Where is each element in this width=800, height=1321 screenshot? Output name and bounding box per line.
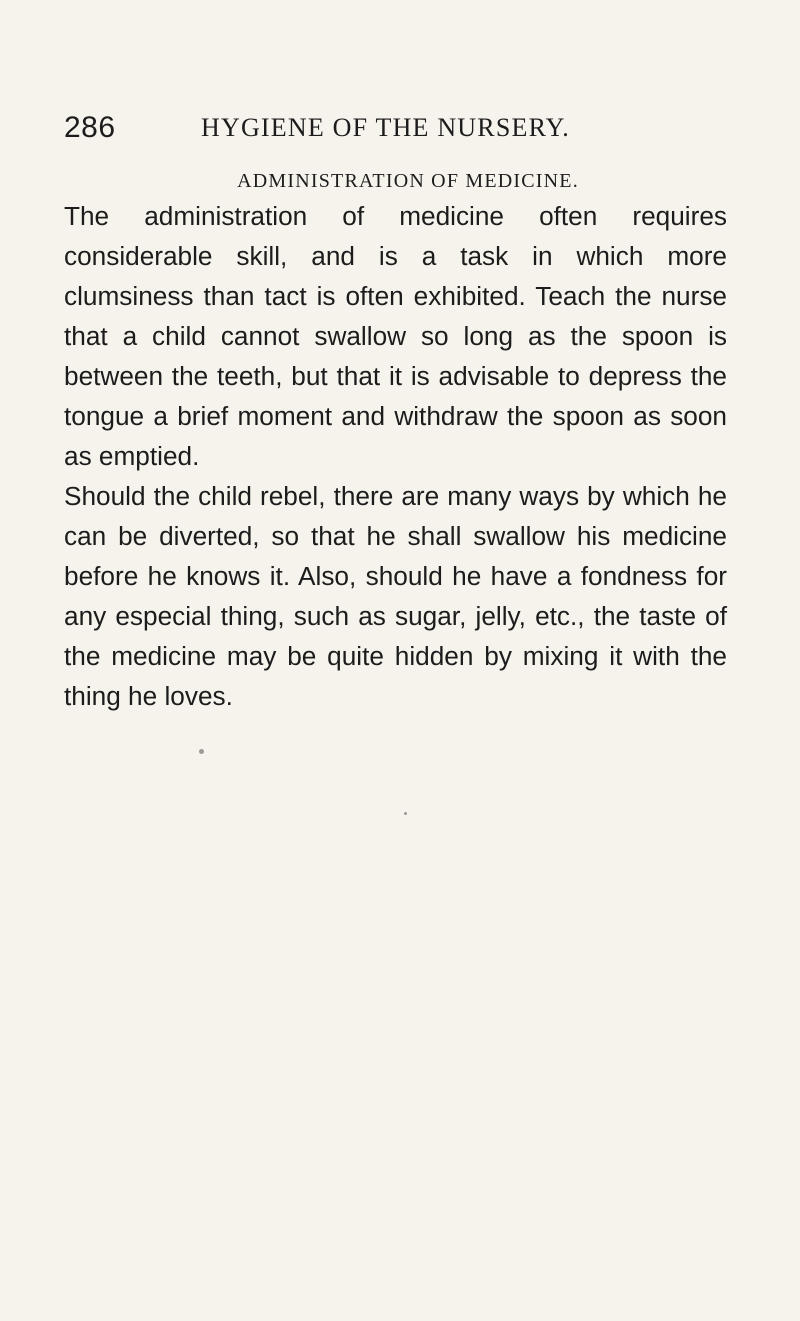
page-number: 286	[64, 111, 116, 144]
paragraph: The administration of medicine often requires considerable skill, and is a task in which more clumsiness than tact is often exhibited. Teach the nurse that a child cannot swallow so long as the spoon is between the teeth, but that it is advisable to depress the tongue a brief moment and withdraw the spoon as soon as emptied.	[64, 201, 727, 471]
running-title: HYGIENE OF THE NURSERY.	[201, 113, 571, 142]
ink-speck	[404, 812, 407, 815]
body-text	[64, 196, 727, 716]
section-heading: ADMINISTRATION OF MEDICINE.	[237, 170, 579, 192]
paragraph: Should the child rebel, there are many ways by which he can be diverted, so that he shall swallow his medicine before he knows it. Also, should he have a fondness for any especial thing, such as sugar, jelly, etc., the taste of the medicine may be quite hidden by mixing it with the thing he loves.	[64, 481, 727, 711]
running-head	[64, 108, 724, 148]
ink-speck	[199, 749, 204, 754]
